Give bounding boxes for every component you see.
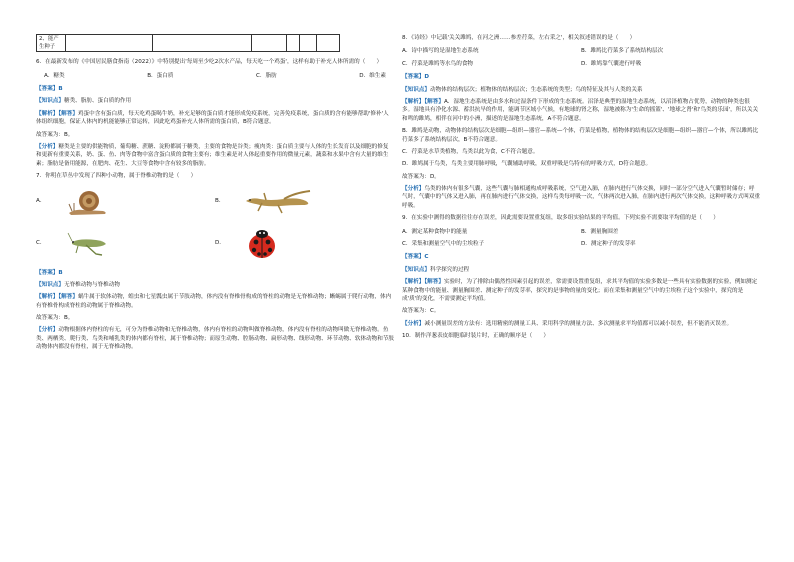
question-8-stem: 8．《诗经》中记载'关关雎鸠，在河之洲……参差荇菜，左右采之'，相关叙述错误的是（ ） [402,35,636,41]
question-8-explanation-d: D．雎鸠属于鸟类，鸟类主要用肺呼吸，气囊辅助呼吸，双重呼吸是鸟特有的呼吸方式，D符合题意。 [402,161,652,168]
analysis-text: 糖类是主要的供能物质，葡萄糖、蔗糖、淀粉都属于糖类，主要的食物是谷类；瘦肉类：蛋白质主要与人体的生长发育以及细胞的修复和更新有重要关系，奶、蛋、鱼、肉等食物中富含蛋白质的食物主要有；维生素是对人体起重要作用的微量元素，蔬菜和水果中含有大量的维生素；脂肪是备用能源，在肥肉、花生、大豆等食物中含有较多的脂肪。 [36,143,389,167]
question-8-options [402,47,760,68]
question-6-choice: 故答案为：B。 [36,131,74,138]
table-cell-text: 2、能产 [39,36,59,42]
question-7-knowledge [36,281,394,289]
option-c-label: C． [36,240,46,247]
option-a[interactable]: A．诗中描写的是湿地生态系统 [402,48,479,55]
option-a[interactable]: A．糖类 [44,72,65,79]
option-c[interactable]: C．采集和测量空气中的尘埃粒子 [402,241,485,248]
table-cell [37,35,66,52]
analysis-tag: 【分析】 [36,143,59,150]
question-8-choice: 故答案为：D。 [402,173,440,180]
knowledge-text: 糖类、脂肪、蛋白质的作用 [63,98,132,105]
question-7-choice: 故答案为：B。 [36,315,74,322]
knowledge-text: 科学探究的过程 [429,266,470,273]
right-column [402,34,760,346]
question-9-analysis [402,320,760,328]
grasshopper-image [66,230,110,258]
option-b-label: B． [215,198,225,205]
option-a[interactable]: A．测定某种食物中的能量 [402,228,468,235]
analysis-tag: 【分析】 [402,186,425,193]
snail-image [65,187,109,217]
question-9-answer: 【答案】C [402,254,429,261]
question-9-stem: 9．在实验中测得的数据往往存在误差，因此需要设置重复组，取多组实验结果的平均值。下列实验不需要取平均值的是（ ） [402,215,719,222]
table-cell [300,35,317,52]
ladybug-image [245,227,279,261]
analysis-text: 减小测量误差的方法有：选用精密的测量工具、采用科学的测量方法、多次测量求平均值都可以减小误差，但不能消灭误差。 [424,320,733,327]
option-a[interactable] [36,187,215,217]
option-d[interactable]: D．雎鸠靠气囊进行呼吸 [581,60,642,67]
question-6-explanation [36,110,394,127]
analysis-tag: 【分析】 [36,327,59,334]
explanation-tag: 【解析】【解答】 [402,98,444,105]
knowledge-text: 无脊椎动物与脊椎动物 [63,281,120,288]
question-6-analysis [36,143,394,168]
question-8-analysis [402,185,760,210]
question-8-explanation-c: C．荇菜是水草类植物，鸟类以此为食，C不符合题意。 [402,148,539,155]
question-9-choice: 故答案为：C。 [402,308,440,315]
question-9-options [402,228,760,249]
question-8-explanation-b: B．雎鸠是动物，动物体的结构层次是细胞—组织—器官—系统—个体，荇菜是植物，植物体的结构层次是细胞—组织—器官—个体，所以雎鸠比荇菜多了系统结构层次，B不符合题意。 [402,128,759,143]
option-d[interactable] [215,227,394,261]
question-6-knowledge [36,97,394,105]
table-cell [252,35,287,52]
option-a-label: A． [36,198,46,205]
analysis-tag: 【分析】 [402,320,425,327]
option-c[interactable]: C．脂肪 [256,72,277,79]
explanation-text: 实验时，为了排除由偶然性因素引起的误差，常需要设置重复组，求其平均值的实验多数是一些具有实验数据的实验，例如测定某种食物中的能量、测量胸围差、测定种子的发芽率，探究的是事物的量的变化；而在采集和测量空气中的尘埃粒子这个实验中，探究的是成'质'的变化，不需要测定平均值。 [402,279,758,302]
left-column [36,34,394,356]
option-d[interactable]: D．维生素 [359,72,386,79]
table-cell [153,35,252,52]
question-7-explanation [36,293,394,310]
table-cell-text: 生种子 [39,44,56,51]
question-6-answer: 【答案】B [36,86,63,92]
table-cell [287,35,300,52]
explanation-tag: 【解析】【解答】 [36,110,78,117]
question-7-answer: 【答案】B [36,269,63,276]
question-6-options [36,72,394,80]
option-c[interactable] [36,227,215,261]
analysis-text: 动物根据体内脊柱的有无，可分为脊椎动物和无脊椎动物，体内有脊柱的动物叫做脊椎动物，体内没有脊柱的动物叫做无脊椎动物。鱼类、两栖类、爬行类、鸟类和哺乳类的体内都有脊柱，属于脊椎动物；而原生动物、腔肠动物、扁形动物、线形动物、环节动物、软体动物和节肢动物体内都没有脊柱，属于无脊椎动物。 [36,327,395,351]
option-c[interactable]: C．荇菜是雎鸠等水鸟的食物 [402,60,474,67]
explanation-tag: 【解析】【解答】 [402,279,444,286]
knowledge-text: 动物体的结构层次；植物体的结构层次；生态系统的类型；鸟的特征及其与人类的关系 [429,86,643,93]
knowledge-tag: 【知识点】 [36,281,64,288]
explanation-text: 鸡蛋中含有蛋白质，每天吃鸡蛋喝牛奶，补充足够的蛋白质才能形成免疫系统，完善免疫系统，蛋白质的含有能够帮助'修补'人体组织细胞，保证人体内的机能能够正常运转，因此吃鸡蛋补充人体所需的蛋白质，B符合题意。 [36,110,389,126]
question-6-stem: 6．在最新发布的《中国居民膳食指南（2022）》中特别提出'每周至少吃2次水产品，每天吃一个鸡蛋'，这样有助于补充人体所需的（ ） [36,59,383,66]
lizard-image [244,187,314,217]
question-8-explanation [402,98,760,123]
option-b[interactable] [215,187,394,217]
question-10-stem: 10．制作洋葱表皮细胞临时装片时，正确的顺序是（ ） [402,333,549,340]
explanation-tag: 【解析】【解答】 [36,294,78,301]
table-cell [66,35,153,52]
option-d[interactable]: D．测定种子的发芽率 [581,241,636,248]
knowledge-tag: 【知识点】 [402,266,430,273]
analysis-text: 鸟类的体内有很多气囊，这些气囊与肺相通构成呼吸系统，空气进入肺，在肺内进行气体交换，同时一部分空气进入气囊暂时储存；呼气时，气囊中的气体又进入肺，再在肺内进行气体交换，这样鸟类每呼吸一次，气体两次进入肺，在肺内进行两次气体交换，这种呼吸方式叫双重呼吸。 [402,186,761,209]
knowledge-tag: 【知识点】 [402,86,430,93]
question-7-image-options [36,187,394,261]
question-8-answer: 【答案】D [402,74,430,81]
answer-table-fragment [36,34,340,52]
option-b[interactable]: B．蛋白质 [147,72,174,79]
table-cell [317,35,340,52]
option-d-label: D． [215,240,225,247]
explanation-text: A．湿地生态系统是由多水和过湿条件下形成的生态系统。沼泽是典型的湿地生态系统，以沼泽植物占优势，动物的种类也很多。湿地具有净化水源、蓄洪抗旱的作用，能调节区域小气候，有地球的肾之称，湿地被称为'生命的摇篮'、'地球之肾'和'鸟类的乐园'，所以关关和鸣的雎鸠，相伴在河中的小洲，描述的是湿地生态系统，A不符合题意。 [402,98,759,122]
explanation-text: 蜗牛属于软体动物，蝗虫和七星瓢虫属于节肢动物，体内没有脊椎骨构成的脊柱的动物是无脊椎动物；蜥蜴属于爬行动物，体内有脊椎骨构成脊柱的动物属于脊椎动物。 [36,294,392,309]
question-9-knowledge [402,266,760,274]
question-9-explanation [402,278,760,303]
option-b[interactable]: B．雎鸠比荇菜多了系统结构层次 [581,48,664,55]
question-7-analysis [36,326,394,351]
knowledge-tag: 【知识点】 [36,98,64,105]
question-8-knowledge [402,86,760,94]
question-7-stem: 7．你明在草丛中发现了四种小动物，属于脊椎动物的是（ ） [36,173,197,180]
option-b[interactable]: B．测量胸围差 [581,228,619,235]
